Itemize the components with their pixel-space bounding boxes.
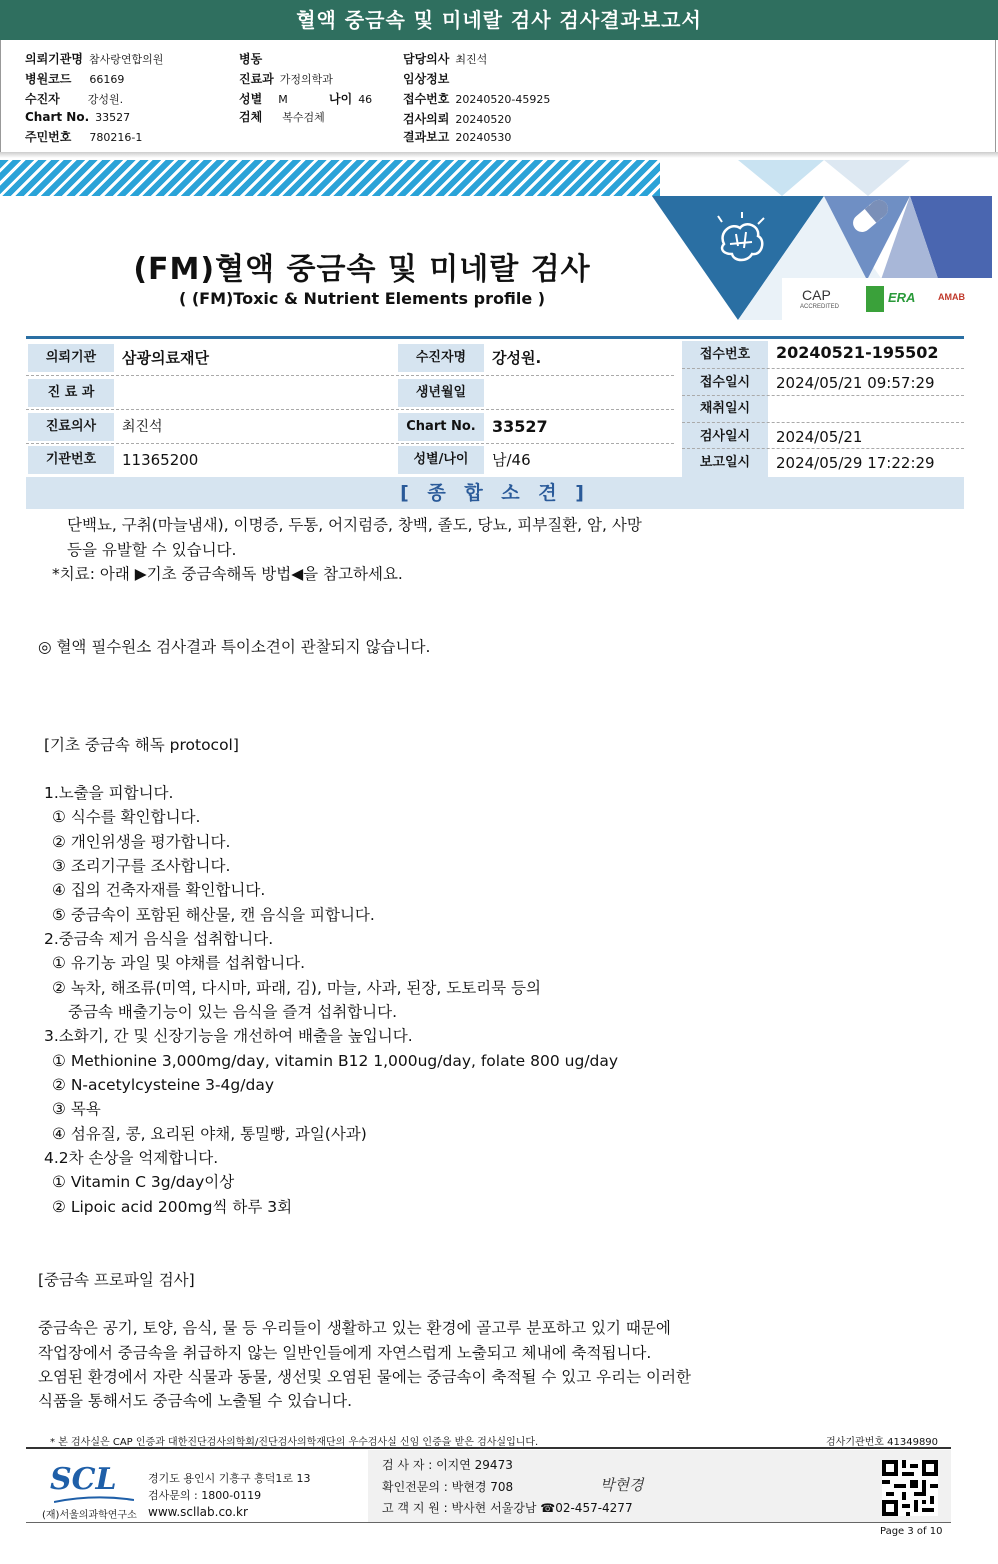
section-heading: [중금속 프로파일 검사] (38, 1271, 195, 1289)
label-physician: 진료의사 (28, 413, 114, 441)
row-divider (682, 395, 964, 396)
value-chart-no: 33527 (492, 417, 548, 436)
body-line: ◎ 혈액 필수원소 검사결과 특이소견이 관찰되지 않습니다. (38, 638, 431, 656)
footer-address: 경기도 용인시 기흥구 흥덕1로 13 (148, 1472, 311, 1485)
value-tested-at: 2024/05/21 (776, 428, 863, 446)
field-requester: 의뢰기관명 참사랑연합의원 (25, 52, 164, 66)
value-reported-at: 2024/05/29 17:22:29 (776, 454, 935, 472)
label-tested-at: 검사일시 (682, 423, 768, 451)
field-specimen: 검체 복수검체 (239, 110, 325, 124)
body-line: ② N-acetylcysteine 3-4g/day (52, 1076, 274, 1094)
footer-support: 고 객 지 원 : 박사현 서울강남 ☎02-457-4277 (382, 1501, 633, 1515)
footer-registration-no: 검사기관번호 41349890 (826, 1437, 939, 1448)
body-line: ⑤ 중금속이 포함된 해산물, 캔 음식을 피합니다. (52, 906, 375, 924)
lm-logo (866, 286, 884, 312)
field-request-date: 검사의뢰 20240520 (403, 112, 512, 126)
body-line: 중금속 배출기능이 있는 음식을 즐겨 섭취합니다. (68, 1003, 398, 1021)
field-sex: 성별 M (239, 92, 288, 106)
scl-org-name: (재)서울의과학연구소 (42, 1510, 137, 1521)
footer-website[interactable]: www.scllab.co.kr (148, 1505, 248, 1519)
label-sex-age: 성별/나이 (398, 446, 484, 474)
body-line: ① Vitamin C 3g/day이상 (52, 1173, 235, 1191)
value-physician: 최진석 (122, 419, 163, 435)
report-title: (FM)혈액 중금속 및 미네랄 검사 (133, 252, 591, 287)
row-divider (26, 443, 674, 444)
body-line: 2.중금속 제거 음식을 섭취합니다. (44, 930, 274, 948)
footer-phone: 검사문의 : 1800-0119 (148, 1489, 262, 1502)
field-ward: 병동 (239, 52, 263, 66)
label-collected-at: 채취일시 (682, 395, 768, 423)
body-line: ③ 조리기구를 조사합니다. (52, 857, 231, 875)
label-reported-at: 보고일시 (682, 449, 768, 477)
body-line: ② Lipoic acid 200mg씩 하루 3회 (52, 1198, 293, 1216)
cap-logo-subtitle: ACCREDITED (800, 304, 840, 310)
value-sex-age: 남/46 (492, 451, 531, 469)
body-line: ① 유기농 과일 및 야채를 섭취합니다. (52, 954, 306, 972)
scl-logo: SCL (50, 1462, 117, 1497)
body-line: 단백뇨, 구취(마늘냄새), 이명증, 두통, 어지럼증, 창백, 졸도, 당뇨, 피부질환, 암, 사망 (67, 516, 642, 534)
body-line: ② 녹차, 해조류(미역, 다시마, 파래, 김), 마늘, 사과, 된장, 도토리묵 등의 (52, 979, 542, 997)
body-line: ① 식수를 확인합니다. (52, 808, 201, 826)
body-line: 3.소화기, 간 및 신장기능을 개선하여 배출을 높입니다. (44, 1027, 413, 1045)
value-institution: 삼광의료재단 (122, 349, 209, 367)
summary-header: [ 종 합 소 견 ] (26, 477, 964, 509)
value-accession: 20240521-195502 (776, 343, 939, 362)
body-line: ① Methionine 3,000mg/day, vitamin B12 1,000ug/day, folate 800 ug/day (52, 1052, 619, 1070)
field-report-date: 결과보고 20240530 (403, 130, 512, 144)
label-institution: 의뢰기관 (28, 344, 114, 372)
body-line: 등을 유발할 수 있습니다. (67, 541, 237, 559)
label-institution-no: 기관번호 (28, 446, 114, 474)
footer-confirm-doctor: 확인전문의 : 박현경 708 (382, 1480, 514, 1494)
body-line: 작업장에서 중금속을 취급하지 않는 일반인들에게 자연스럽게 노출되고 체내에 축적됩니다. (38, 1344, 652, 1362)
stripe-band (0, 160, 660, 196)
body-line: 1.노출을 피합니다. (44, 784, 174, 802)
body-line: ③ 목욕 (52, 1100, 101, 1118)
body-line: 중금속은 공기, 토양, 음식, 물 등 우리들이 생활하고 있는 환경에 골고루 분포하고 있기 때문에 (38, 1319, 671, 1337)
value-institution-no: 11365200 (122, 451, 199, 469)
patient-table (26, 336, 964, 477)
doctor-signature: 박현경 (600, 1476, 644, 1494)
label-birthdate: 생년월일 (398, 379, 484, 407)
footer-accreditation-note: * 본 검사실은 CAP 인증과 대한진단검사의학회/진단검사의학재단의 우수검사실 신임 인증을 받은 검사실입니다. (50, 1437, 539, 1448)
row-divider (26, 375, 674, 376)
row-divider (682, 422, 964, 423)
section-heading: [기초 중금속 해독 protocol] (44, 736, 239, 754)
row-divider (682, 448, 964, 449)
value-department (114, 379, 402, 407)
label-department: 진 료 과 (28, 379, 114, 407)
report-banner: 혈액 중금속 및 미네랄 검사 검사결과보고서 (0, 0, 998, 40)
footer-examiner: 검 사 자 : 이지연 29473 (382, 1458, 513, 1472)
label-received-at: 접수일시 (682, 369, 768, 397)
body-line: ④ 집의 건축자재를 확인합니다. (52, 881, 266, 899)
value-birthdate (484, 379, 682, 407)
field-doctor: 담당의사 최진석 (403, 52, 488, 66)
body-line: 오염된 환경에서 자란 식물과 동물, 생선및 오염된 물에는 중금속이 축적될 수 있고 우리는 이러한 (38, 1368, 691, 1386)
value-collected-at (768, 395, 966, 423)
value-patient-name: 강성원. (492, 349, 542, 367)
report-subtitle: ( (FM)Toxic & Nutrient Elements profile ) (178, 289, 546, 308)
field-chart-no: Chart No. 33527 (25, 110, 131, 124)
field-hospital-code: 병원코드 66169 (25, 72, 125, 86)
divider (26, 1447, 951, 1449)
qr-code-icon (882, 1460, 938, 1516)
body-line: ② 개인위생을 평가합니다. (52, 833, 231, 851)
era-logo: ERA (888, 290, 916, 305)
cap-logo: CAP (802, 287, 831, 303)
amab-logo: AMAB (938, 292, 965, 302)
field-accession-no: 접수번호 20240520-45925 (403, 92, 551, 106)
field-patient: 수진자 강성원. (25, 92, 124, 106)
body-line: ④ 섬유질, 콩, 요리된 야채, 통밀빵, 과일(사과) (52, 1125, 367, 1143)
top-info-panel (0, 40, 996, 153)
row-divider (26, 409, 674, 410)
field-resident-no: 주민번호 780216-1 (25, 130, 143, 144)
value-received-at: 2024/05/21 09:57:29 (776, 374, 935, 392)
field-clinical-info: 임상정보 (403, 72, 450, 86)
page-number: Page 3 of 10 (880, 1526, 943, 1537)
body-line: 식품을 통해서도 중금속에 노출될 수 있습니다. (38, 1392, 353, 1410)
label-patient-name: 수진자명 (398, 344, 484, 372)
field-department: 진료과 가정의학과 (239, 72, 333, 86)
label-chart-no: Chart No. (398, 413, 484, 441)
field-age: 나이 46 (329, 92, 373, 106)
label-accession: 접수번호 (682, 341, 768, 369)
divider (0, 152, 998, 158)
body-line: *치료: 아래 ▶기초 중금속해독 방법◀을 참고하세요. (52, 565, 403, 583)
body-line: 4.2차 손상을 억제합니다. (44, 1149, 219, 1167)
scl-logo-swoosh (54, 1496, 134, 1504)
row-divider (682, 368, 964, 369)
divider (26, 1522, 951, 1523)
